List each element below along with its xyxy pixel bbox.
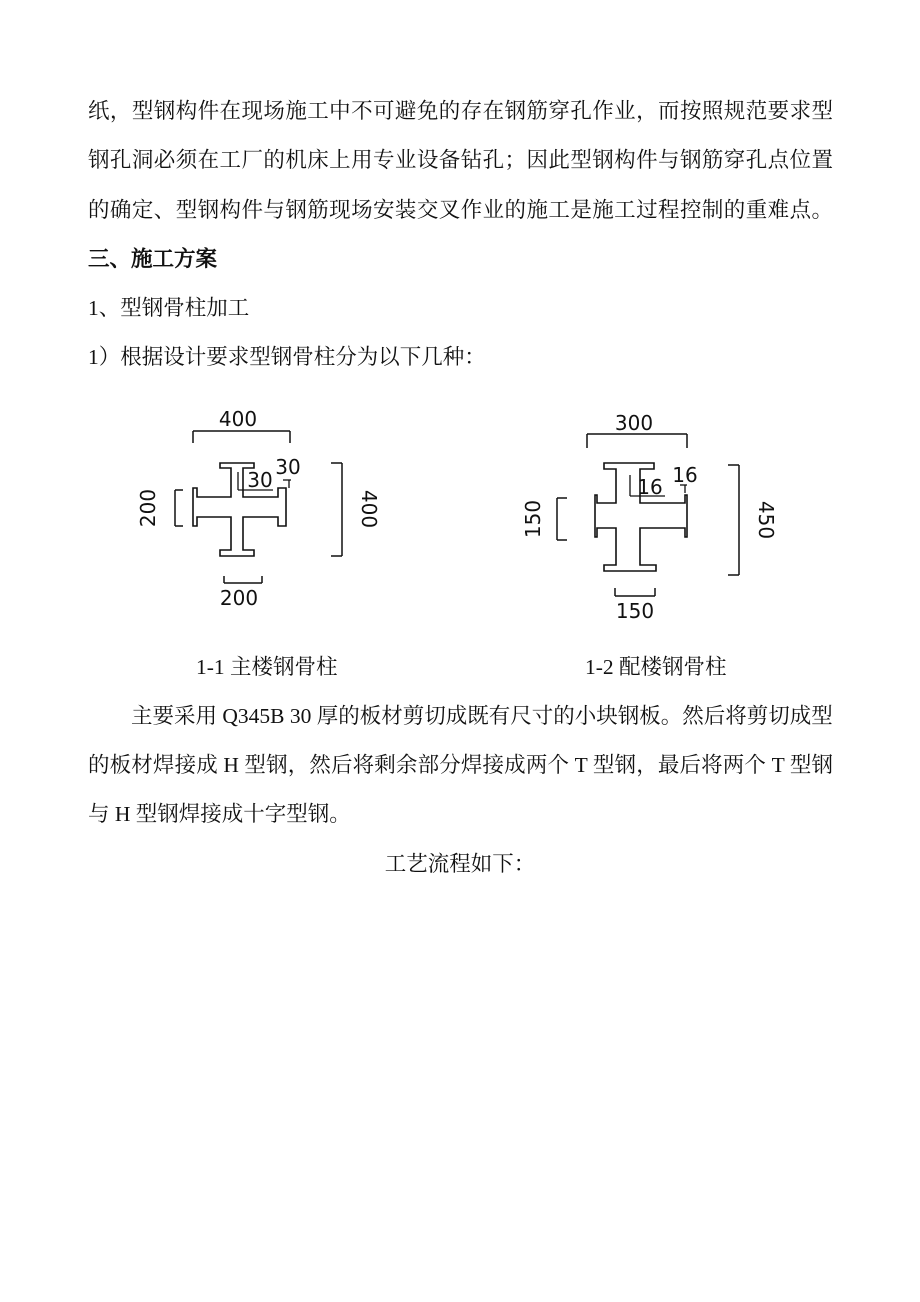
dim-thickness-flange-right: 16 [672,463,698,487]
dim-line-left-left [175,490,183,526]
dim-right-right: 450 [754,500,778,540]
dim-right-left: 400 [357,489,381,529]
caption-auxiliary-building-column: 1-2 配楼钢骨柱 [585,655,727,679]
subheading-column-processing: 1、型钢骨柱加工 [88,296,250,320]
paragraph2-line2: 的板材焊接成 H 型钢，然后将剩余部分焊接成两个 T 型钢，最后将两个 T 型钢 [88,753,833,777]
dim-top-left: 400 [218,407,258,431]
dim-thickness-flange-left: 30 [275,455,301,479]
dim-line-top-right [587,434,687,448]
dim-line-right-right [728,465,739,575]
section-heading: 三、施工方案 [88,247,218,271]
subheading-column-types: 1）根据设计要求型钢骨柱分为以下几种： [88,345,486,369]
paragraph2-line3: 与 H 型钢焊接成十字型钢。 [88,802,351,826]
dim-left-right: 150 [521,499,545,539]
dim-line-bottom-right [615,588,655,596]
dim-line-top-left [193,431,290,443]
dim-line-right-left [331,463,342,556]
auxiliary-building-column-diagram [521,405,778,625]
dim-thickness-web-left: 30 [247,468,273,492]
paragraph1-line1: 纸，型钢构件在现场施工中不可避免的存在钢筋穿孔作业，而按照规范要求型 [88,99,833,123]
paragraph2-line1: 主要采用 Q345B 30 厚的板材剪切成既有尺寸的小块钢板。然后将剪切成型 [131,704,833,728]
dim-bottom-right: 150 [615,599,655,623]
dim-top-right: 300 [614,411,654,435]
main-building-column-diagram [136,400,381,615]
dim-bottom-left: 200 [219,586,259,610]
dim-left-left: 200 [136,488,160,528]
dim-thickness-web-right: 16 [637,475,663,499]
caption-main-building-column: 1-1 主楼钢骨柱 [196,655,338,679]
dim-line-bottom-left [224,576,262,583]
process-flow-title: 工艺流程如下： [384,852,536,876]
paragraph1-line2: 钢孔洞必须在工厂的机床上用专业设备钻孔；因此型钢构件与钢筋穿孔点位置 [88,148,833,172]
paragraph1-line3: 的确定、型钢构件与钢筋现场安装交叉作业的施工是施工过程控制的重难点。 [88,198,833,222]
dim-line-left-right [557,498,567,540]
